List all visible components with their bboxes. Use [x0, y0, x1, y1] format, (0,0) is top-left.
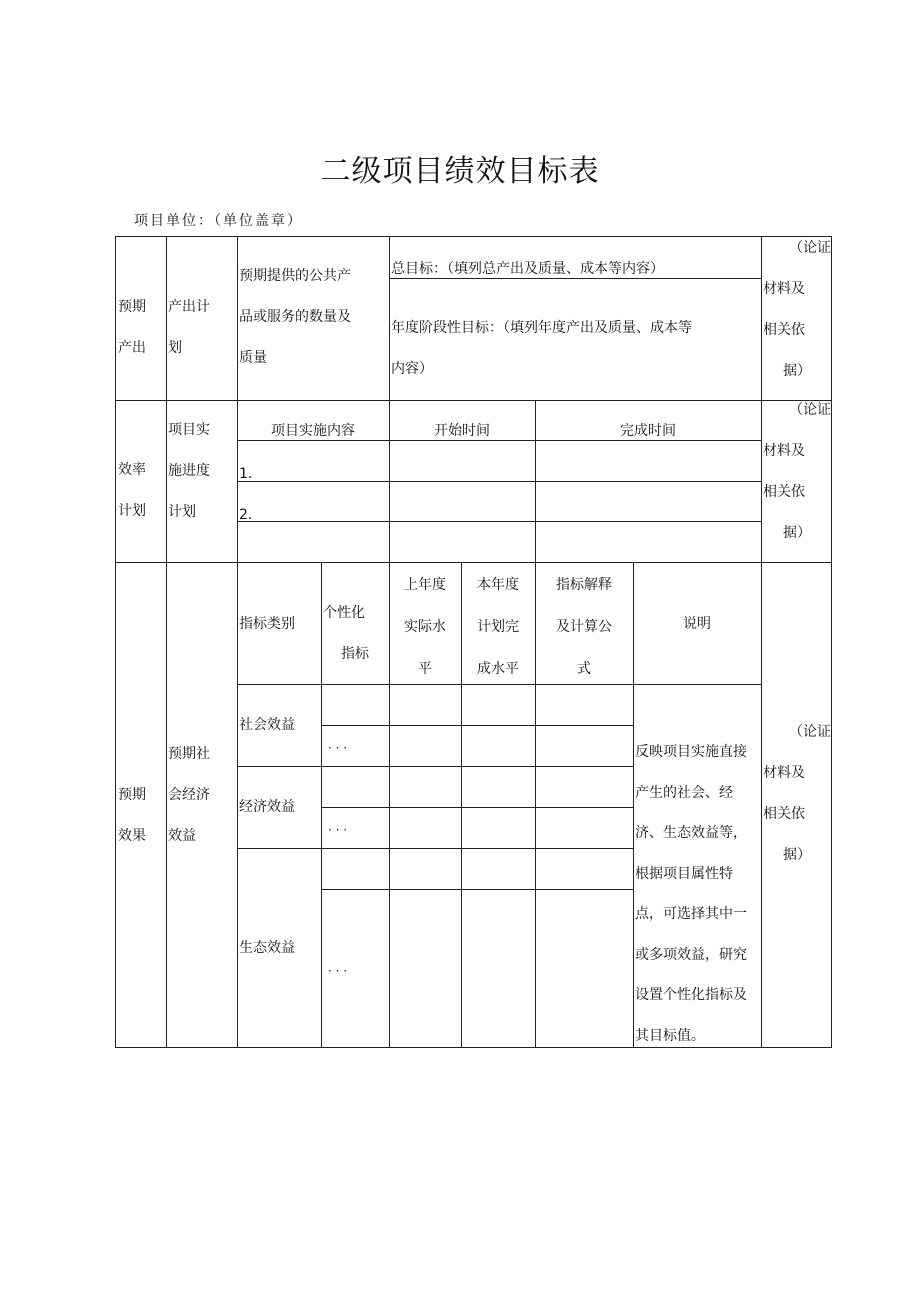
type-economic: 经济效益 [239, 799, 295, 815]
ellipsis-economic: · · · [328, 823, 348, 837]
type-ecological: 生态效益 [239, 940, 295, 956]
header-type: 指标类别 [239, 616, 295, 632]
header-content: 项目实施内容 [271, 423, 355, 439]
section1-category: 预期 产出 [118, 299, 146, 356]
section1-subcategory: 产出计 划 [168, 299, 210, 356]
header-indicator: 个性化 指标 [323, 605, 369, 662]
header-this-year: 本年度 计划完 成水平 [477, 577, 519, 677]
row-2-label: 2. [239, 507, 253, 523]
header-end: 完成时间 [620, 423, 676, 439]
header-last-year: 上年度 实际水 平 [404, 577, 446, 677]
unit-line: 项目单位：（单位盖章） [134, 213, 303, 229]
note-text: 反映项目实施直接 产生的社会、经 济、生态效益等， 根据项目属性特 点，可选择其中一 或多项效益，研究 设置个性化指标及 其目标值。 [635, 744, 747, 1044]
total-target: 总目标：（填列总产出及质量、成本等内容） [391, 261, 664, 277]
basis-note-1: （论证 材料及 相关依 据） [763, 240, 831, 379]
header-formula: 指标解释 及计算公 式 [556, 577, 612, 677]
type-social: 社会效益 [239, 717, 295, 733]
page-title: 二级项目绩效目标表 [320, 154, 600, 189]
header-note: 说明 [683, 616, 711, 632]
row-1-label: 1. [239, 466, 253, 482]
ellipsis-social: · · · [328, 741, 348, 755]
annual-target: 年度阶段性目标：（填列年度产出及质量、成本等 内容） [391, 320, 692, 377]
ellipsis-ecological: · · · [328, 964, 348, 978]
header-start: 开始时间 [434, 423, 490, 439]
section1-description: 预期提供的公共产 品或服务的数量及 质量 [239, 268, 351, 366]
basis-note-2: （论证 材料及 相关依 据） [763, 402, 831, 541]
basis-note-3: （论证 材料及 相关依 据） [763, 724, 831, 863]
section2-subcategory: 项目实 施进度 计划 [168, 422, 210, 520]
section3-subcategory: 预期社 会经济 效益 [168, 746, 210, 844]
section2-category: 效率 计划 [118, 462, 146, 519]
section3-category: 预期 效果 [118, 787, 146, 844]
